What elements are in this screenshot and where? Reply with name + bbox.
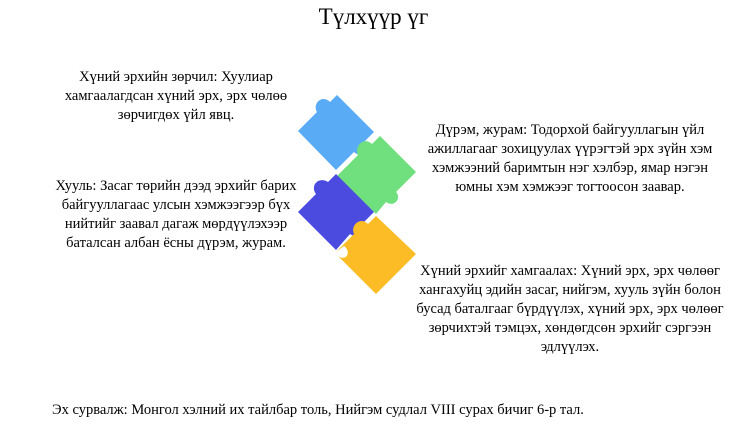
page-title: Түлхүүр үг [318,4,429,29]
definition-human-rights-violation: Хүний эрхийн зөрчил: Хуулиар хамгаалагдсан хүний эрх, эрх чөлөө зөрчигдөх үйл явц. [64,69,288,123]
definition-human-rights-protection: Хүний эрхийг хамгаалах: Хүний эрх, эрх чөлөөг хангахуйц эдийн засаг, нийгэм, хууль зүйн болон бусад баталгааг бүрдүүлэх, хүний эрх, эрх чөлөөг зөрчихтэй тэмцэх, хөндөгдсөн эрхийг сэргээн эдлүүлэх. [416,263,724,355]
definition-law: Хууль: Засаг төрийн дээд эрхийг барих байгууллагаас улсын хэмжээгээр бүх нийтийг заавал дагаж мөрдүүлэхээр баталсан албан ёсны дүрэм, журам. [55,178,297,251]
source-citation: Эх сурвалж: Монгол хэлний их тайлбар толь, Нийгэм судлал VIII сурах бичиг 6-р тал. [52,402,584,418]
puzzle-pieces-illustration [288,90,416,296]
definition-regulation: Дүрэм, журам: Тодорхой байгууллагын үйл ажиллагааг зохицуулах үүрэгтэй эрх зүйн хэм хэмжээний баримтын нэг хэлбэр, ямар нэгэн юмны хэм хэмжээг тогтоосон заавар. [427,122,713,195]
